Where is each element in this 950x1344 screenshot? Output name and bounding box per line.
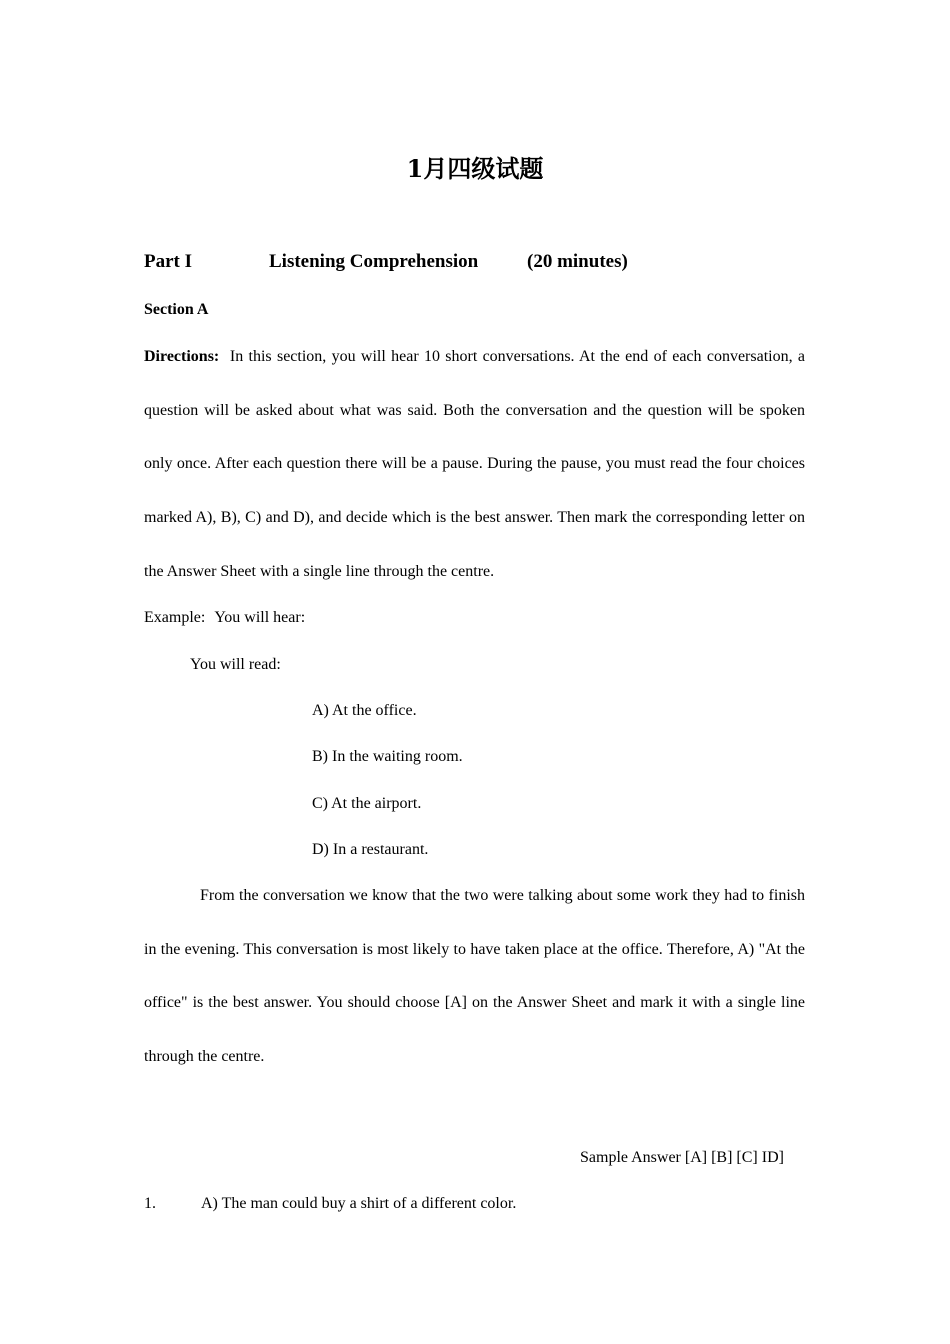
example-row <box>144 607 305 629</box>
part-label: Part I <box>144 251 193 272</box>
directions-paragraph <box>144 330 805 599</box>
example-label: Example: <box>144 609 206 626</box>
example-read: You will read: <box>190 656 281 673</box>
directions-text: In this section, you will hear 10 short conversations. At the end of each conversation, a question will be asked about what was said. Both the conversation and the question will be spoken only once. After each question there will be a pause. During the pause, you must read the four choices marked A), B), C) and D), and decide which is the best answer. Then mark the corresponding letter on the Answer Sheet with a single line through the centre. <box>144 348 806 580</box>
directions-label: Directions: <box>144 348 220 365</box>
example-choice-a: A) At the office. <box>312 702 417 719</box>
question-option-a: A) The man could buy a shirt of a different color. <box>201 1195 517 1212</box>
example-choice-b: B) In the waiting room. <box>312 748 463 765</box>
example-choice-c: C) At the airport. <box>312 795 422 812</box>
part-time: (20 minutes) <box>527 251 628 272</box>
question-number: 1. <box>144 1195 156 1212</box>
example-explanation: From the conversation we know that the two were talking about some work they had to finish in the evening. This conversation is most likely to have taken place at the office. Therefore, A) "At the office" is the best answer. You should choose [A] on the Answer Sheet and mark it with a single line through the centre. <box>144 887 805 1066</box>
page-title: 1月四级试题 <box>406 154 544 183</box>
example-hear: You will hear: <box>214 609 306 626</box>
example-choice-d: D) In a restaurant. <box>312 841 429 858</box>
sample-answer: Sample Answer [A] [B] [C] ID] <box>580 1149 784 1166</box>
part-heading <box>144 248 806 276</box>
part-name: Listening Comprehension <box>269 251 479 272</box>
question-1 <box>144 1193 806 1215</box>
section-label: Section A <box>144 301 209 318</box>
